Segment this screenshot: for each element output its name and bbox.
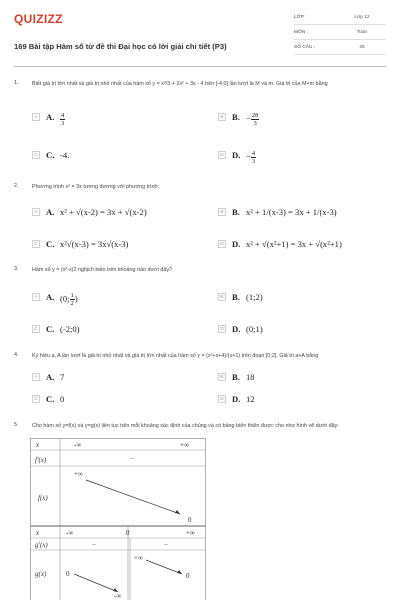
- table-f-function-label: f(x): [38, 494, 48, 502]
- meta-value: 25: [359, 44, 365, 50]
- meta-row-count: [294, 40, 386, 55]
- option-letter: B.: [232, 207, 240, 217]
- table-f-top-value: +∞: [74, 470, 83, 478]
- option-value: − $\frac{4}{3}$: [246, 150, 256, 165]
- question-number: 1.: [14, 80, 19, 86]
- question-number: 4.: [14, 352, 19, 358]
- option-letter: C.: [46, 394, 55, 404]
- option-letter: D.: [232, 324, 241, 334]
- option-letter: C.: [46, 150, 55, 160]
- option-value: 0: [60, 394, 65, 404]
- table-f-x-label: x: [36, 441, 40, 449]
- option-checkbox[interactable]: A: [32, 373, 40, 381]
- option-value: (-2;0): [60, 324, 80, 334]
- option-value: 18: [246, 372, 255, 382]
- meta-key: LỚP :: [294, 14, 307, 20]
- header-divider: [14, 66, 386, 67]
- option-checkbox[interactable]: C: [32, 325, 40, 333]
- option-value: -4.: [60, 150, 70, 160]
- table-g-right-bottom: 0: [186, 572, 190, 580]
- option-letter: A.: [46, 292, 55, 302]
- table-f-derivative-sign: −: [130, 455, 134, 463]
- option-value: (0;1): [246, 324, 263, 334]
- table-g-plus-inf: +∞: [186, 529, 195, 537]
- option-letter: D.: [232, 239, 241, 249]
- table-g-function-label: g(x): [35, 570, 47, 578]
- option-letter: C.: [46, 324, 55, 334]
- question-stem: Hàm số y = (x²-x)2 nghịch biến trên khoảng nào dưới đây?: [32, 267, 173, 273]
- option-letter: B.: [232, 292, 240, 302]
- option-checkbox[interactable]: A: [32, 113, 40, 121]
- question-stem: Cho hàm số y=f(x) và y=g(x) liên tục trên mỗi khoảng xác định của chúng và có bảng biến thiên được cho như hình vẽ dưới đây:: [32, 423, 339, 429]
- meta-row-class: [294, 10, 386, 25]
- option-value: x² + 1/(x-3) = 3x + 1/(x-3): [246, 207, 337, 217]
- question-number: 2.: [14, 183, 19, 189]
- option-checkbox[interactable]: B: [218, 208, 226, 216]
- option-checkbox[interactable]: C: [32, 240, 40, 248]
- table-g-zero: 0: [126, 529, 130, 537]
- header: [14, 10, 386, 60]
- table-f-plus-inf: +∞: [180, 441, 189, 449]
- table-f-minus-inf: -∞: [74, 441, 82, 449]
- meta-value: Toán: [356, 29, 368, 35]
- table-g-minus-inf: -∞: [66, 529, 74, 537]
- question-stem: Biết giá trị lớn nhất và giá trị nhỏ nhất của hàm số y = x³/3 + 2x² + 3x - 4 trên [-4;0] lần lượt là M và m. Giá trị của M+m bằng: [32, 81, 328, 87]
- option-checkbox[interactable]: D: [218, 240, 226, 248]
- option-letter: C.: [46, 239, 55, 249]
- option-letter: B.: [232, 372, 240, 382]
- option-value: $\frac{4}{3}$: [61, 112, 65, 127]
- option-value: (1;2): [246, 292, 263, 302]
- table-g-derivative-sign-right: −: [164, 541, 168, 549]
- option-letter: A.: [46, 372, 55, 382]
- meta-table: [294, 10, 386, 55]
- table-g-right-top: +∞: [134, 554, 143, 562]
- option-letter: A.: [46, 207, 55, 217]
- option-checkbox[interactable]: D: [218, 325, 226, 333]
- option-value: x² + √(x²+1) = 3x + √(x²+1): [246, 239, 342, 249]
- table-g-left-top: 0: [66, 570, 70, 578]
- question-4: [14, 352, 386, 408]
- option-letter: A.: [46, 112, 55, 122]
- option-checkbox[interactable]: B: [218, 373, 226, 381]
- option-value: − $\frac{28}{3}$: [246, 112, 259, 127]
- option-value: x² + √(x-2) = 3x + √(x-2): [60, 207, 147, 217]
- arrowhead-icon: [175, 510, 180, 514]
- option-checkbox[interactable]: B: [218, 113, 226, 121]
- meta-row-subject: [294, 25, 386, 40]
- table-f-decreasing-arrow: [86, 480, 180, 514]
- option-checkbox[interactable]: B: [218, 293, 226, 301]
- quizizz-logo: QUIZIZZ: [14, 12, 63, 26]
- option-checkbox[interactable]: A: [32, 208, 40, 216]
- document-title: 169 Bài tập Hàm số từ đề thi Đại học có lời giải chi tiết (P3): [14, 42, 227, 51]
- table-f-bottom-value: 0: [188, 516, 192, 524]
- option-value: x²√(x-3) = 3x√(x-3): [60, 239, 129, 249]
- meta-value: Lớp 12: [354, 14, 370, 20]
- question-2: [14, 183, 386, 253]
- variation-table-g: [30, 526, 206, 600]
- meta-key: SỐ CÂU :: [294, 44, 316, 50]
- option-value: 12: [246, 394, 255, 404]
- option-value: (0; $\frac{1}{2}$ ): [60, 292, 78, 307]
- table-g-left-bottom: -∞: [114, 592, 122, 600]
- question-stem: Phương trình x² = 3x tương đương với phương trình:: [32, 184, 159, 190]
- table-g-derivative-sign-left: −: [92, 541, 96, 549]
- table-g-right-decreasing-arrow: [146, 560, 182, 574]
- question-number: 5.: [14, 422, 19, 428]
- table-g-derivative-label: g'(x): [35, 541, 48, 549]
- option-checkbox[interactable]: A: [32, 293, 40, 301]
- option-checkbox[interactable]: D: [218, 395, 226, 403]
- option-checkbox[interactable]: C: [32, 395, 40, 403]
- option-checkbox[interactable]: C: [32, 151, 40, 159]
- question-number: 3.: [14, 266, 19, 272]
- meta-key: MÔN :: [294, 29, 308, 35]
- option-letter: D.: [232, 150, 241, 160]
- variation-table-f: [30, 438, 206, 526]
- arrowhead-icon: [177, 570, 182, 574]
- option-letter: B.: [232, 112, 240, 122]
- question-stem: Ký hiệu a, A lần lượt là giá trị nhỏ nhất và giá trị lớn nhất của hàm số y = (x²+x+4)/(x+1) trên đoạn [0;2]. Giá trị a+A bằng: [32, 353, 319, 359]
- option-checkbox[interactable]: D: [218, 151, 226, 159]
- option-letter: D.: [232, 394, 241, 404]
- question-3: [14, 266, 386, 338]
- table-g-x-label: x: [36, 529, 40, 537]
- table-g-left-decreasing-arrow: [74, 574, 118, 592]
- question-1: [14, 80, 386, 170]
- option-value: 7: [60, 372, 65, 382]
- table-f-derivative-label: f'(x): [35, 456, 47, 464]
